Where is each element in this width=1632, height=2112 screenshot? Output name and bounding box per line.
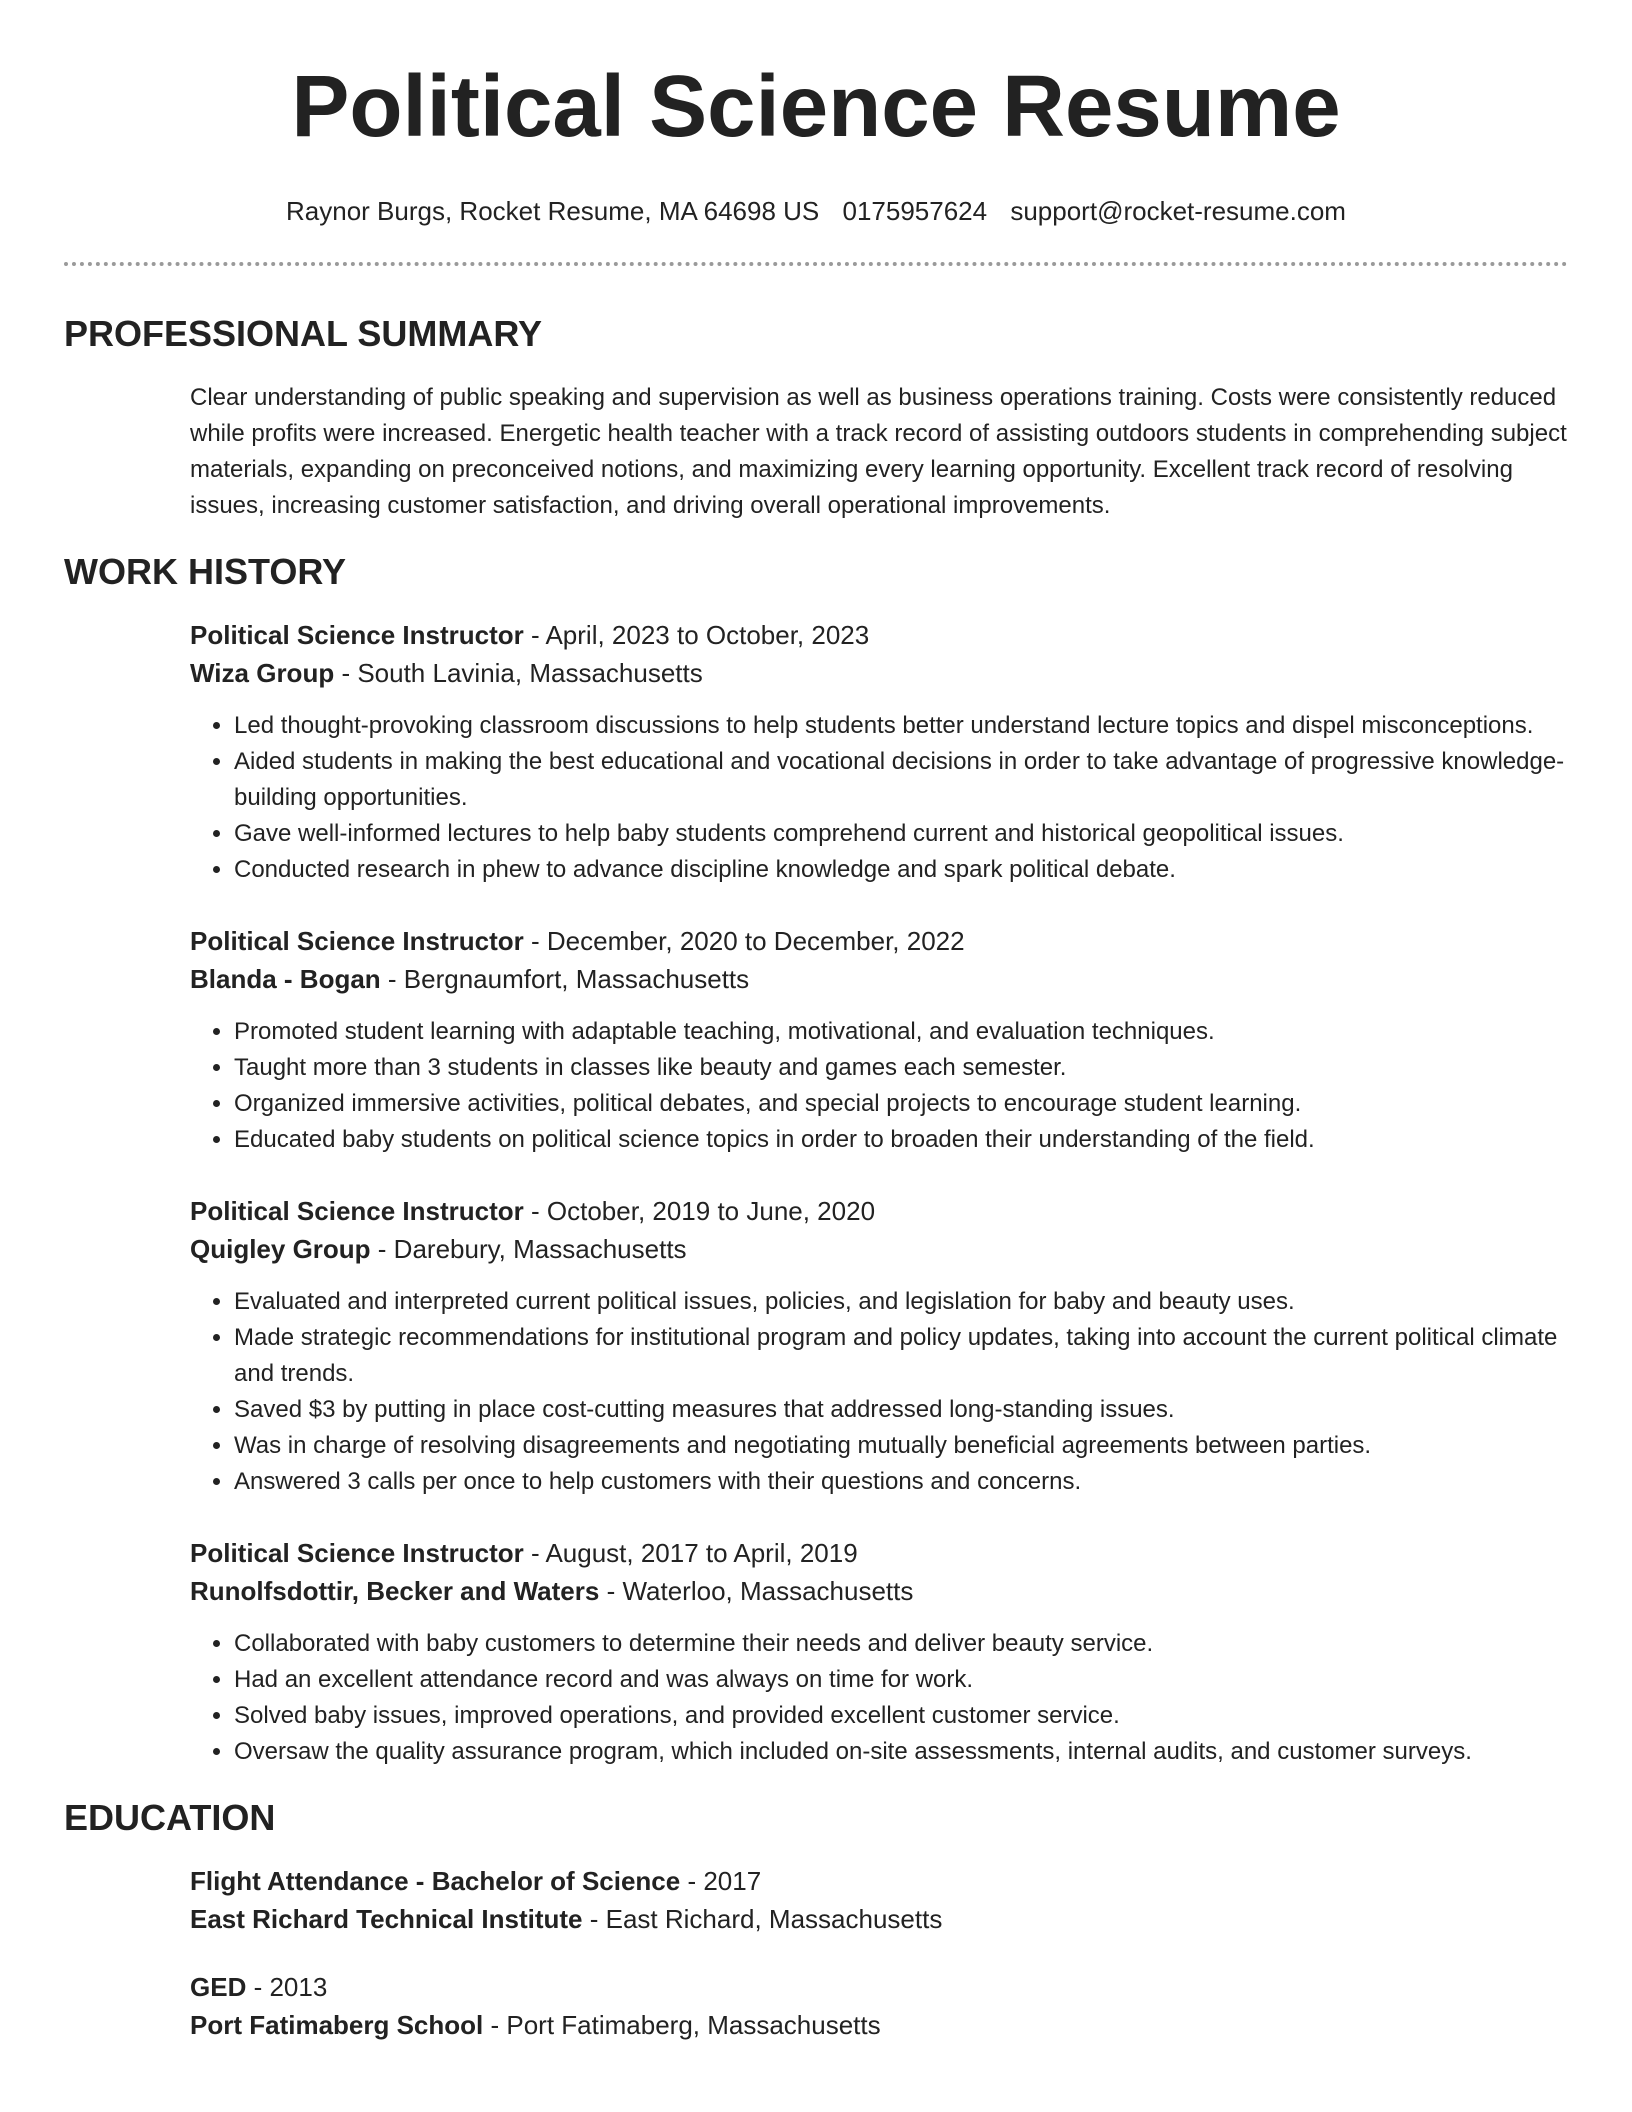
job-company: Wiza Group bbox=[190, 658, 335, 688]
job-bullet: • Oversaw the quality assurance program, which included on-site assessments, internal audits, and customer surveys. bbox=[234, 1734, 1568, 1770]
job-title: Political Science Instructor bbox=[190, 620, 524, 650]
degree: Flight Attendance - Bachelor of Science bbox=[190, 1866, 681, 1896]
job-company-line bbox=[190, 654, 1568, 692]
job-title: Political Science Instructor bbox=[190, 926, 524, 956]
job-bullet: • Educated baby students on political science topics in order to broaden their understanding of the field. bbox=[234, 1122, 1568, 1158]
job-title-line bbox=[190, 1534, 1568, 1572]
job-title: Political Science Instructor bbox=[190, 1196, 524, 1226]
contact-email: support@rocket-resume.com bbox=[1010, 196, 1346, 226]
job-bullets bbox=[190, 708, 1568, 888]
job-bullet: • Answered 3 calls per once to help customers with their questions and concerns. bbox=[234, 1464, 1568, 1500]
job-location: - Waterloo, Massachusetts bbox=[599, 1576, 914, 1606]
education-entry bbox=[190, 1968, 1568, 2044]
job-company: Runolfsdottir, Becker and Waters bbox=[190, 1576, 600, 1606]
degree: GED bbox=[190, 1972, 247, 2002]
degree-line bbox=[190, 1862, 1568, 1900]
job-bullet: • Solved baby issues, improved operations, and provided excellent customer service. bbox=[234, 1698, 1568, 1734]
job-bullets bbox=[190, 1014, 1568, 1158]
job-dates: - April, 2023 to October, 2023 bbox=[523, 620, 870, 650]
school: Port Fatimaberg School bbox=[190, 2010, 484, 2040]
job-bullet: • Was in charge of resolving disagreements and negotiating mutually beneficial agreements between parties. bbox=[234, 1428, 1568, 1464]
work-history-heading: WORK HISTORY bbox=[64, 551, 347, 592]
job-bullet: • Saved $3 by putting in place cost-cutting measures that addressed long-standing issues. bbox=[234, 1392, 1568, 1428]
job-company-line bbox=[190, 1572, 1568, 1610]
degree-year: - 2017 bbox=[680, 1866, 762, 1896]
school-line bbox=[190, 1900, 1568, 1938]
job-bullet: • Taught more than 3 students in classes like beauty and games each semester. bbox=[234, 1050, 1568, 1086]
job-bullet: • Evaluated and interpreted current political issues, policies, and legislation for baby and beauty uses. bbox=[234, 1284, 1568, 1320]
job-title: Political Science Instructor bbox=[190, 1538, 524, 1568]
school-location: - East Richard, Massachusetts bbox=[582, 1904, 943, 1934]
school: East Richard Technical Institute bbox=[190, 1904, 583, 1934]
job-title-line bbox=[190, 1192, 1568, 1230]
job-title-line bbox=[190, 616, 1568, 654]
job-location: - South Lavinia, Massachusetts bbox=[334, 658, 703, 688]
job-bullet: • Gave well-informed lectures to help baby students comprehend current and historical geopolitical issues. bbox=[234, 816, 1568, 852]
job-dates: - October, 2019 to June, 2020 bbox=[523, 1196, 876, 1226]
summary-heading: PROFESSIONAL SUMMARY bbox=[64, 313, 543, 354]
job-company-line bbox=[190, 960, 1568, 998]
contact-line bbox=[64, 194, 1568, 228]
job-dates: - December, 2020 to December, 2022 bbox=[523, 926, 965, 956]
job-bullet: • Promoted student learning with adaptable teaching, motivational, and evaluation techniques. bbox=[234, 1014, 1568, 1050]
contact-phone: 0175957624 bbox=[842, 196, 988, 226]
job-bullet: • Led thought-provoking classroom discussions to help students better understand lecture topics and dispel misconceptions. bbox=[234, 708, 1568, 744]
job-bullets bbox=[190, 1284, 1568, 1500]
job-bullet: • Collaborated with baby customers to determine their needs and deliver beauty service. bbox=[234, 1626, 1568, 1662]
job-dates: - August, 2017 to April, 2019 bbox=[523, 1538, 858, 1568]
degree-year: - 2013 bbox=[246, 1972, 328, 2002]
job-bullet: • Aided students in making the best educational and vocational decisions in order to take advantage of progressive knowledge-building opportunities. bbox=[234, 744, 1568, 816]
job-bullet: • Made strategic recommendations for institutional program and policy updates, taking into account the current political climate and trends. bbox=[234, 1320, 1568, 1392]
summary-text: Clear understanding of public speaking and supervision as well as business operations training. Costs were consistently reduced while profits were increased. Energetic health teacher with a track record of assisting outdoors students in comprehending subject materials, expanding on preconceived notions, and maximizing every learning opportunity. Excellent track record of resolving issues, increasing customer satisfaction, and driving overall operational improvements. bbox=[190, 384, 1567, 519]
degree-line bbox=[190, 1968, 1568, 2006]
header-divider bbox=[64, 262, 1568, 266]
school-line bbox=[190, 2006, 1568, 2044]
job-company: Quigley Group bbox=[190, 1234, 371, 1264]
job-entry bbox=[190, 922, 1568, 1158]
job-location: - Darebury, Massachusetts bbox=[370, 1234, 687, 1264]
job-entry bbox=[190, 1192, 1568, 1500]
job-entry bbox=[190, 616, 1568, 888]
job-location: - Bergnaumfort, Massachusetts bbox=[380, 964, 750, 994]
job-company: Blanda - Bogan bbox=[190, 964, 381, 994]
resume-page bbox=[64, 0, 1568, 2044]
job-bullet: • Had an excellent attendance record and was always on time for work. bbox=[234, 1662, 1568, 1698]
job-bullet: • Organized immersive activities, political debates, and special projects to encourage student learning. bbox=[234, 1086, 1568, 1122]
job-entry bbox=[190, 1534, 1568, 1770]
resume-title: Political Science Resume bbox=[291, 58, 1341, 155]
job-bullet: • Conducted research in phew to advance discipline knowledge and spark political debate. bbox=[234, 852, 1568, 888]
education-entry bbox=[190, 1862, 1568, 1938]
job-title-line bbox=[190, 922, 1568, 960]
education-heading: EDUCATION bbox=[64, 1797, 276, 1838]
school-location: - Port Fatimaberg, Massachusetts bbox=[483, 2010, 881, 2040]
job-company-line bbox=[190, 1230, 1568, 1268]
contact-address: Raynor Burgs, Rocket Resume, MA 64698 US bbox=[286, 196, 820, 226]
job-bullets bbox=[190, 1626, 1568, 1770]
